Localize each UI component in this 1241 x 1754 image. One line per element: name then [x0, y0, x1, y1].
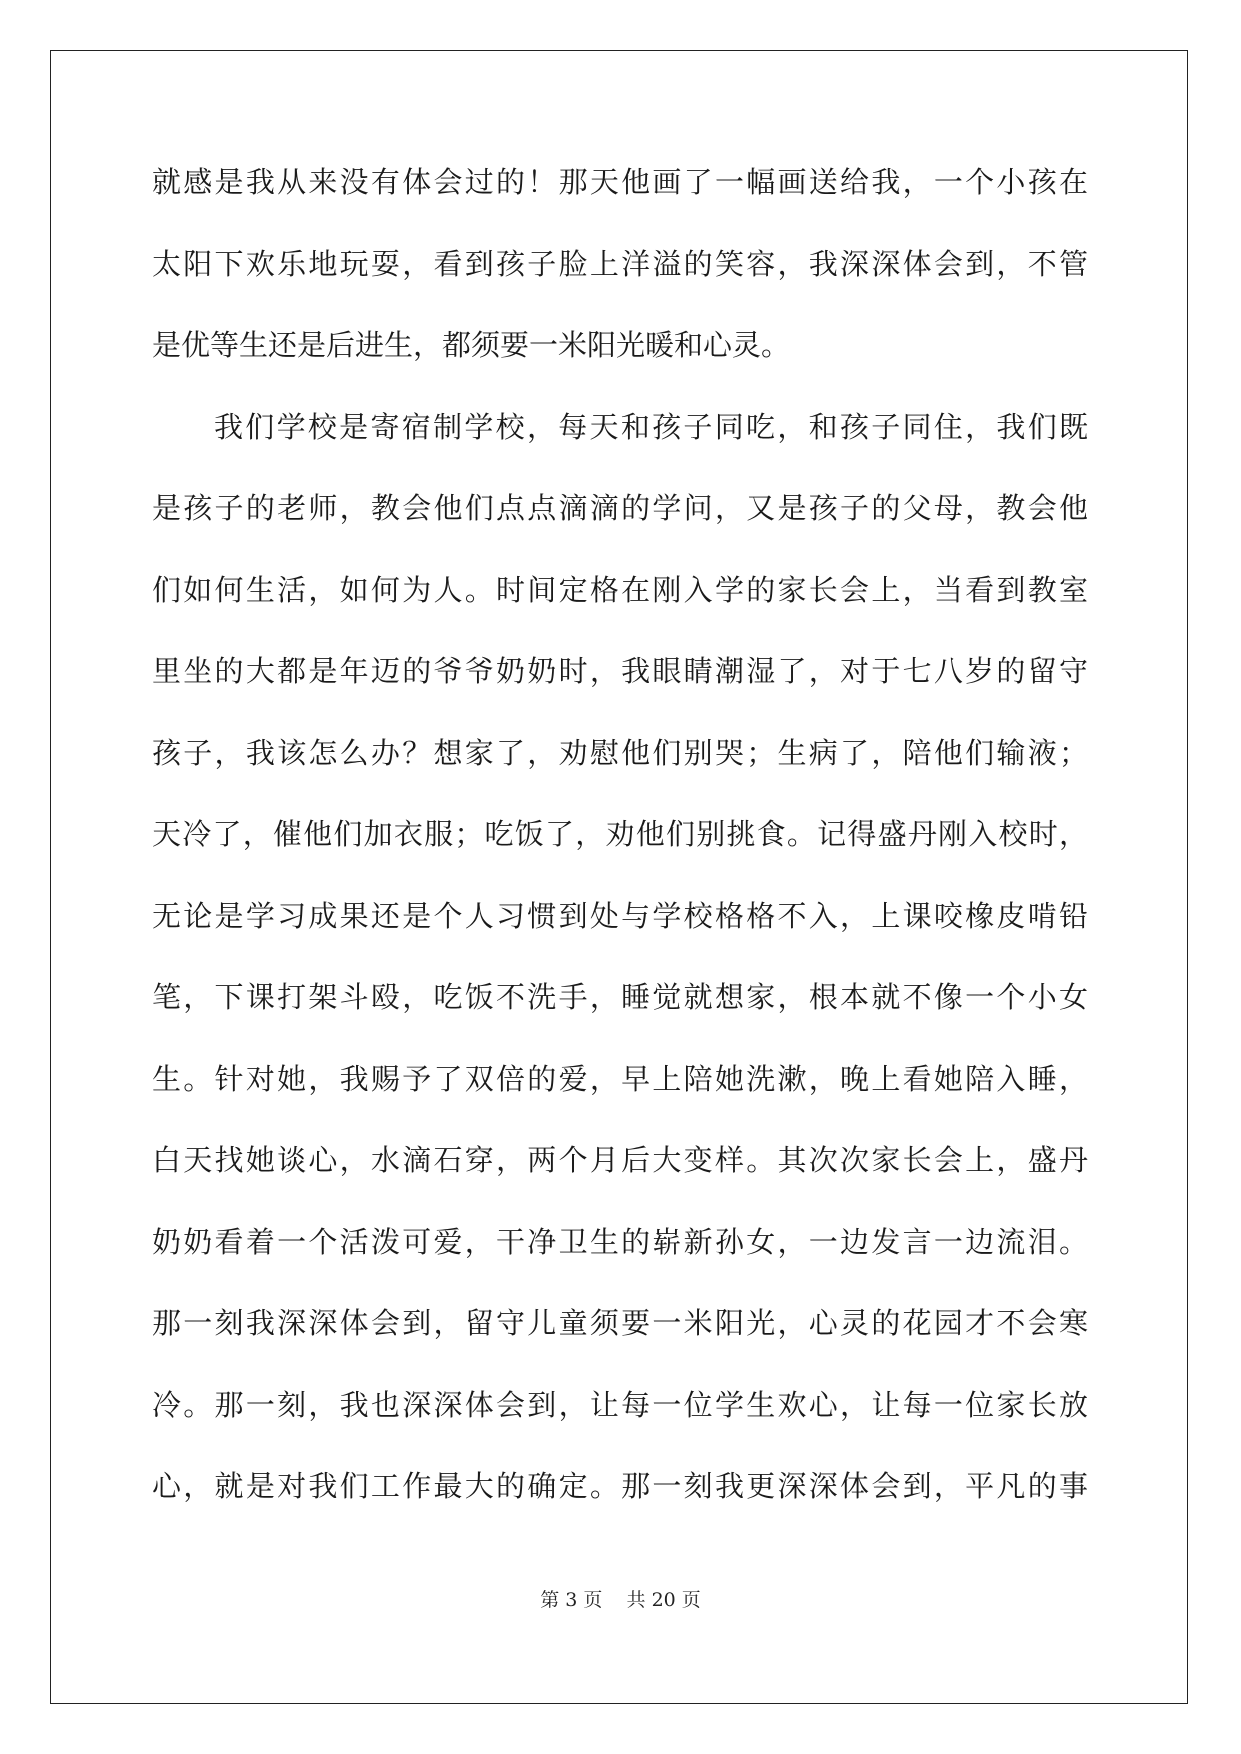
page-number: 第 3 页 — [540, 1589, 603, 1611]
text-line: 白天找她谈心，水滴石穿，两个月后大变样。其次次家长会上，盛丹 — [152, 1143, 1088, 1177]
text-line: 孩子，我该怎么办？想家了，劝慰他们别哭；生病了，陪他们输液； — [152, 735, 1088, 770]
text-line: 无论是学习成果还是个人习惯到处与学校格格不入，上课咬橡皮啃铅 — [152, 898, 1088, 933]
text-line: 那一刻我深深体会到，留守儿童须要一米阳光，心灵的花园才不会寒 — [152, 1306, 1088, 1340]
text-line: 生。针对她，我赐予了双倍的爱，早上陪她洗漱，晚上看她陪入睡， — [152, 1061, 1088, 1096]
text-line: 们如何生活，如何为人。时间定格在刚入学的家长会上，当看到教室 — [152, 572, 1088, 607]
text-line: 冷。那一刻，我也深深体会到，让每一位学生欢心，让每一位家长放 — [152, 1387, 1088, 1422]
text-line: 是孩子的老师，教会他们点点滴滴的学问，又是孩子的父母，教会他 — [152, 491, 1088, 525]
text-line: 我们学校是寄宿制学校，每天和孩子同吃，和孩子同住，我们既 — [214, 409, 1088, 444]
text-line: 笔，下课打架斗殴，吃饭不洗手，睡觉就想家，根本就不像一个小女 — [152, 980, 1088, 1014]
text-line: 就感是我从来没有体会过的！那天他画了一幅画送给我，一个小孩在 — [152, 165, 1088, 199]
text-line: 奶奶看着一个活泼可爱，干净卫生的崭新孙女，一边发言一边流泪。 — [152, 1224, 1088, 1259]
text-line: 里坐的大都是年迈的爷爷奶奶时，我眼睛潮湿了，对于七八岁的留守 — [152, 654, 1088, 688]
text-line: 太阳下欢乐地玩耍，看到孩子脸上洋溢的笑容，我深深体会到，不管 — [152, 246, 1088, 281]
text-line: 心，就是对我们工作最大的确定。那一刻我更深深体会到，平凡的事 — [152, 1469, 1088, 1503]
text-line: 天冷了，催他们加衣服；吃饭了，劝他们别挑食。记得盛丹刚入校时， — [152, 817, 1088, 851]
text-line: 是优等生还是后进生，都须要一米阳光暖和心灵。 — [152, 328, 791, 362]
document-body — [152, 162, 1088, 1548]
page-total: 共 20 页 — [626, 1589, 701, 1611]
page-footer — [0, 1585, 1241, 1612]
